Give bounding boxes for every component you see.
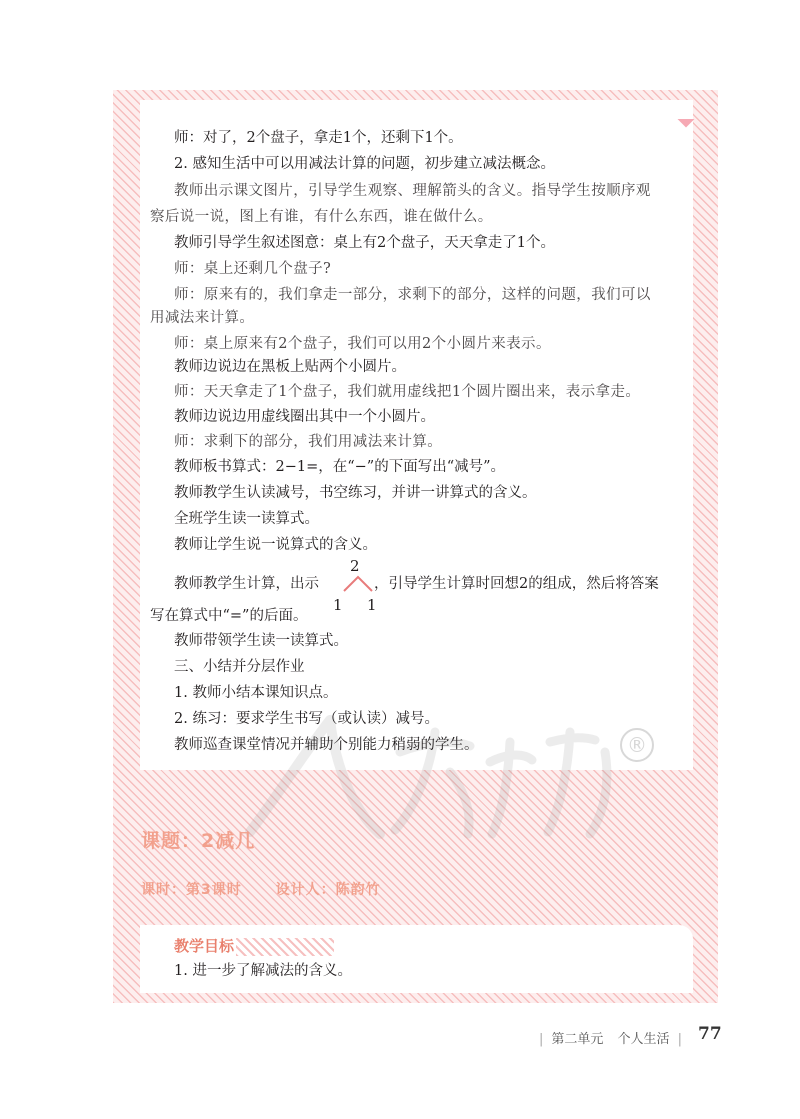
text-line: 三、小结并分层作业 (174, 659, 305, 675)
text-line: 写在算式中“=”的后面。 (150, 608, 308, 624)
text-line: 教师让学生说一说算式的含义。 (174, 537, 377, 553)
split-diagram (340, 574, 376, 592)
unit-label: 第二单元 (551, 1032, 604, 1047)
goal-item: 1. 进一步了解减法的含义。 (174, 963, 352, 979)
split-right-number: 1 (367, 596, 377, 614)
text-line: 师：求剩下的部分，我们用减法来计算。 (174, 434, 443, 450)
text-line: 教师边说边在黑板上贴两个小圆片。 (174, 359, 406, 375)
text-line: 师：天天拿走了1个盘子，我们就用虚线把1个圆片圈出来，表示拿走。 (174, 384, 641, 400)
chapter-label: 个人生活 (617, 1032, 670, 1047)
goals-heading: 教学目标 (174, 934, 334, 958)
text-line: 师：对了，2个盘子，拿走1个，还剩下1个。 (174, 130, 463, 146)
page-footer (531, 1028, 690, 1047)
text-line: 教师出示课文图片，引导学生观察、理解箭头的含义。指导学生按顺序观 (174, 183, 651, 199)
text-line: 教师带领学生读一读算式。 (174, 633, 348, 649)
text-line: 教师巡查课堂情况并辅助个别能力稍弱的学生。 (174, 737, 479, 753)
text-line: 教师教学生认读减号，书空练习，并讲一讲算式的含义。 (174, 485, 537, 501)
text-line: 2. 感知生活中可以用减法计算的问题，初步建立减法概念。 (174, 156, 555, 172)
text-line: 全班学生读一读算式。 (174, 511, 319, 527)
footer-separator: | (539, 1032, 544, 1047)
split-top-number: 2 (350, 557, 360, 575)
publisher-watermark (210, 712, 630, 842)
text-line: 教师引导学生叙述图意：桌上有2个盘子，天天拿走了1个。 (174, 235, 555, 251)
lesson-title: 课题：2减几 (141, 830, 256, 852)
lesson-designer: 设计人：陈韵竹 (275, 882, 381, 898)
text-line: 1. 教师小结本课知识点。 (174, 685, 338, 701)
text-line: 师：桌上原来有2个盘子，我们可以用2个小圆片来表示。 (174, 336, 551, 352)
page-number: 77 (698, 1024, 722, 1044)
text-line: 用减法来计算。 (150, 310, 255, 326)
text-line: ，引导学生计算时回想2的组成，然后将答案 (374, 576, 659, 592)
split-left-number: 1 (333, 596, 343, 614)
lesson-meta (141, 879, 409, 899)
text-line: 教师教学生计算，出示 (174, 576, 319, 592)
text-line: 教师板书算式：2−1=，在“−”的下面写出“减号”。 (174, 459, 506, 475)
text-line: 2. 练习：要求学生书写（或认读）减号。 (174, 711, 439, 727)
footer-separator: | (677, 1032, 682, 1047)
text-line: 察后说一说，图上有谁，有什么东西，谁在做什么。 (150, 209, 493, 225)
text-line: 教师边说边用虚线圈出其中一个小圆片。 (174, 409, 435, 425)
registered-mark: ® (620, 728, 654, 762)
text-line: 师：桌上还剩几个盘子? (174, 261, 332, 277)
lesson-period: 课时：第3课时 (141, 882, 242, 898)
text-line: 师：原来有的，我们拿走一部分，求剩下的部分，这样的问题，我们可以 (174, 287, 651, 303)
